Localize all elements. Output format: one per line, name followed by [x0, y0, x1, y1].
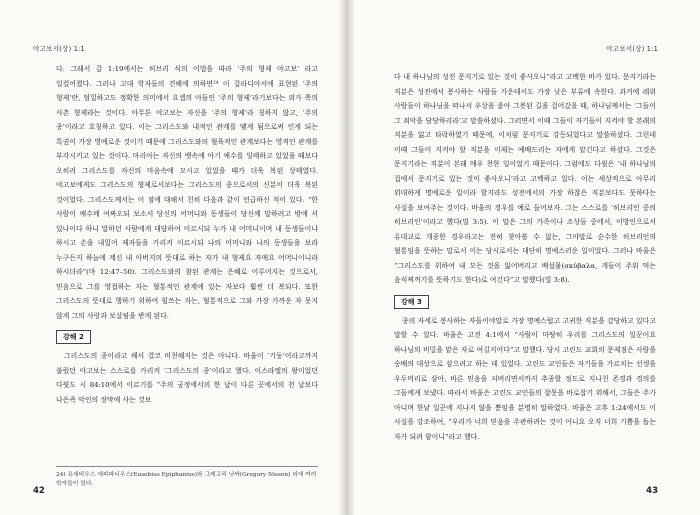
page-number-right: 43: [646, 486, 658, 496]
left-page: [0, 0, 340, 515]
left-paragraph-2: 그리스도의 종이라고 해서 결코 비천해지는 것은 아니다. 바울이 ‘기둥’이라고까지 불렀던 야고보는 스스로를 가리켜 ‘그리스도의 종’이라고 했다. 이스라엘의 왕이었던 다윗도 시 84:10에서 이르기를 “주의 궁정에서의 한 날이 다른 곳에서의 천 날보다 나은즉 악인의 장막에 사는 것보: [56, 352, 318, 404]
page-number-left: 42: [33, 486, 45, 496]
running-head-right: 야고보서(상) 1:1: [606, 45, 658, 53]
right-page: [354, 0, 700, 515]
right-paragraph-2: 종의 자세로 봉사하는 자들이야말로 가장 명예스럽고 고귀한 직분을 감당하고 있다고 말할 수 있다. 바울은 고전 4:1에서 “사람이 마땅히 우리를 그리스도의 일꾼이요 하나님의 비밀을 맡은 자로 여길지어다”고 말했다. 당시 고린도 교회의 문제점은 사람을 숭배의 대상으로 삼으려고 하는 데 있었다. 고린도 교인들은 자기들을 가르치는 선생을 우두머리로 삼아, 바른 믿음을 저버리면서까지 추종할 정도로 지나친 존경과 경의를 그들에게 보냈다. 따라서 바울은 고린도 교인들의 잘못을 바로잡기 위해서, 그들은 주가 아니며 한낱 일꾼에 지나지 않을 뿐임을 분명히 말하였다. 바울은 고후 1:24에서도 이 사실을 강조하여, “우리가 너희 믿음을 주관하려는 것이 아니요 오직 너희 기쁨을 돕는 자가 되려 함이니”라고 했다.: [394, 316, 656, 441]
left-paragraph-1: 다. 그래서 갈 1:19에서는 히브리 식의 어법을 따라 ‘주의 형제 야고보’ 라고 일컬어졌다. 그러나 고대 학자들의 견해에 의하면²⁴ 이 갈라디아서에 표현된 ‘주의 형제’란, 엄밀하고도 정확한 의미에서 요셉의 아들인 ‘주의 형제’라기보다는 외가 쪽의 사촌 형제라는 것이다. 아무튼 야고보는 자신을 ‘주의 형제’라 칭하지 않고, ‘주의 종’이라고 호칭하고 있다. 이는 그리스도와 내적인 관계를 맺게 됨으로써 인게 되는 특권이 가장 영예로운 것이기 때문에 그리스도와의 혈육적인 관계보다는 영적인 관계를 부각시키고 있는 것이다. 마리아는 자신의 뱃속에 아기 예수를 잉태하고 있었을 때보다 오히려 그리스도를 자신의 마음속에 모시고 있었을 때가 더욱 복된 상태였다. 야고보에게도 그리스도의 형제로서보다는 그리스도의 종으로서의 신분이 더욱 복된 것이었다. 그리스도께서는 이 점에 대해서 친히 다음과 같이 언급하신 적이 있다. “한 사람이 예수께 여짜오되 보소서 당신의 어머니와 동생들이 당신께 말하려고 밖에 서 있나이다 하니 말하던 사람에게 대답하여 이르시되 누가 내 어머니이며 내 동생들이냐 하시고 손을 내밀어 제자들을 가리켜 이르시되 나의 어머니와 나의 동생들을 보라 누구든지 하늘에 계신 내 아버지의 뜻대로 하는 자가 내 형제요 자매요 어머니이니라 하시더라”(마 12:47–50). 그리스도와의 참된 관계는 은혜로 이루어지는 것으로서, 믿음으로 그를 영접하는 자는 혈통적인 관계에 있는 자보다 훨씬 더 복되다. 또한 그리스도의 뜻대로 행하기 위하여 힘쓰는 자는, 혈통적으로 그와 가장 가까운 자 못지 않게 그의 사랑과 보살핌을 받게 된다.: [56, 65, 318, 320]
running-head-left: 야고보서(상) 1:1: [33, 45, 85, 53]
right-paragraph-1: 다 내 하나님의 성전 문지기로 있는 것이 좋사오니”라고 고백한 바가 있다. 문지기라는 직분은 성전에서 봉사하는 사람들 가운데서도 가장 낮은 부류에 속한다. 과거에 레위 사람들이 하나님을 떠나서 우상을 좇아 그릇된 길을 걸어갔을 때, 하나님께서는 ‘그들이 그 죄악을 담당하리라’고 말씀하셨다. 그러면서 이때 그들이 자기들이 지켜야 할 본래의 직분을 잃고 타락하였기 때문에, 이처럼 문지기로 강등되었다고 말씀하셨다. 그런데 이때 그들이 지켜야 할 직분을 이제는 예배드리는 자에게 맡긴다고 하셨다. 그것은 문지기라는 직분이 본래 매우 천한 일이었기 때문이다. 그럼에도 다윗은 ‘내 하나님의 집에서 문지기로 있는 것이 좋사오니’라고 고백하고 있다. 이는 세상적으로 아무리 위대하게 명예로운 일이라 할지라도 성전에서의 가장 하찮은 직분보다도 못하다는 사실을 보여주는 것이다. 바울의 경우를 예로 들어보자. 그는 스스로를 ‘히브리인 중의 히브리인’이라고 했다(빌 3:5). 이 말은 그의 가족이나 조상들 중에서, 이방인으로서 유대교로 개종한 경우라고는 전혀 찾아볼 수 없는, 그야말로 순수한 히브리인의 혈통임을 뜻하는 말로서 이는 당시로서는 대단히 명예스러운 일이었다. 그러나 바울은 “그리스도를 위하여 내 모든 것을 잃어버리고 배설물(σκύβαλα, 개들이 주워 먹는 음식찌꺼기를 뜻하기도 한다)로 여긴다”고 말했다(빌 3:8).: [394, 73, 656, 284]
exposition-heading-2: 강해 2: [56, 330, 91, 344]
footnote: 24) 유세비우스 에피파니우스(Eusebius Epiphanius)와 그레고리 닛싸(Gregory Nissen) 외에 여러 학자들이 있다.: [56, 466, 318, 489]
right-page-body: [394, 70, 656, 444]
left-page-body: [56, 62, 318, 407]
exposition-heading-3: 강해 3: [394, 295, 429, 309]
